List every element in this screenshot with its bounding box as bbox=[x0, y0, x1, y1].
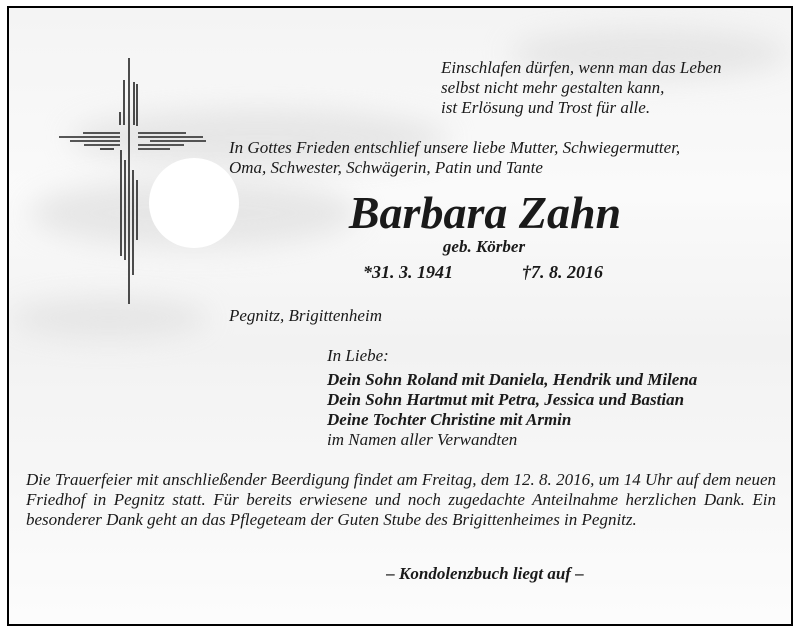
quote-line: Einschlafen dürfen, wenn man das Leben bbox=[441, 58, 722, 77]
condolence-note: – Kondolenzbuch liegt auf – bbox=[386, 564, 584, 583]
maiden-name: geb. Körber bbox=[442, 237, 526, 256]
funeral-text: Die Trauerfeier mit anschließender Beerdigung findet am Freitag, dem 12. 8. 2016, um 14 Uhr auf dem neuen Friedhof in Pegnitz statt. Für bereits erwiesene und noch zugedachte Anteilnahme herzlichen Dank. Ein besonderer Dank geht an das Pflegeteam der Guten Stube des Brigittenheimes in Pegnitz. bbox=[26, 470, 776, 529]
intro-line: In Gottes Frieden entschlief unsere liebe Mutter, Schwiegermutter, bbox=[229, 138, 681, 157]
mourners-intro: In Liebe: bbox=[327, 346, 389, 365]
deceased-name: Barbara Zahn bbox=[348, 187, 622, 238]
mourner-line: Deine Tochter Christine mit Armin bbox=[327, 410, 572, 429]
birth-date: *31. 3. 1941 bbox=[363, 262, 453, 282]
quote-line: selbst nicht mehr gestalten kann, bbox=[441, 78, 665, 97]
quote-line: ist Erlösung und Trost für alle. bbox=[441, 98, 651, 117]
intro-line: Oma, Schwester, Schwägerin, Patin und Tante bbox=[229, 158, 543, 177]
death-date: †7. 8. 2016 bbox=[522, 262, 603, 282]
mourner-line: Dein Sohn Hartmut mit Petra, Jessica und Bastian bbox=[327, 390, 685, 409]
mourners-closing: im Namen aller Verwandten bbox=[327, 430, 518, 449]
place: Pegnitz, Brigittenheim bbox=[229, 306, 382, 325]
mourner-line: Dein Sohn Roland mit Daniela, Hendrik und Milena bbox=[327, 370, 698, 389]
